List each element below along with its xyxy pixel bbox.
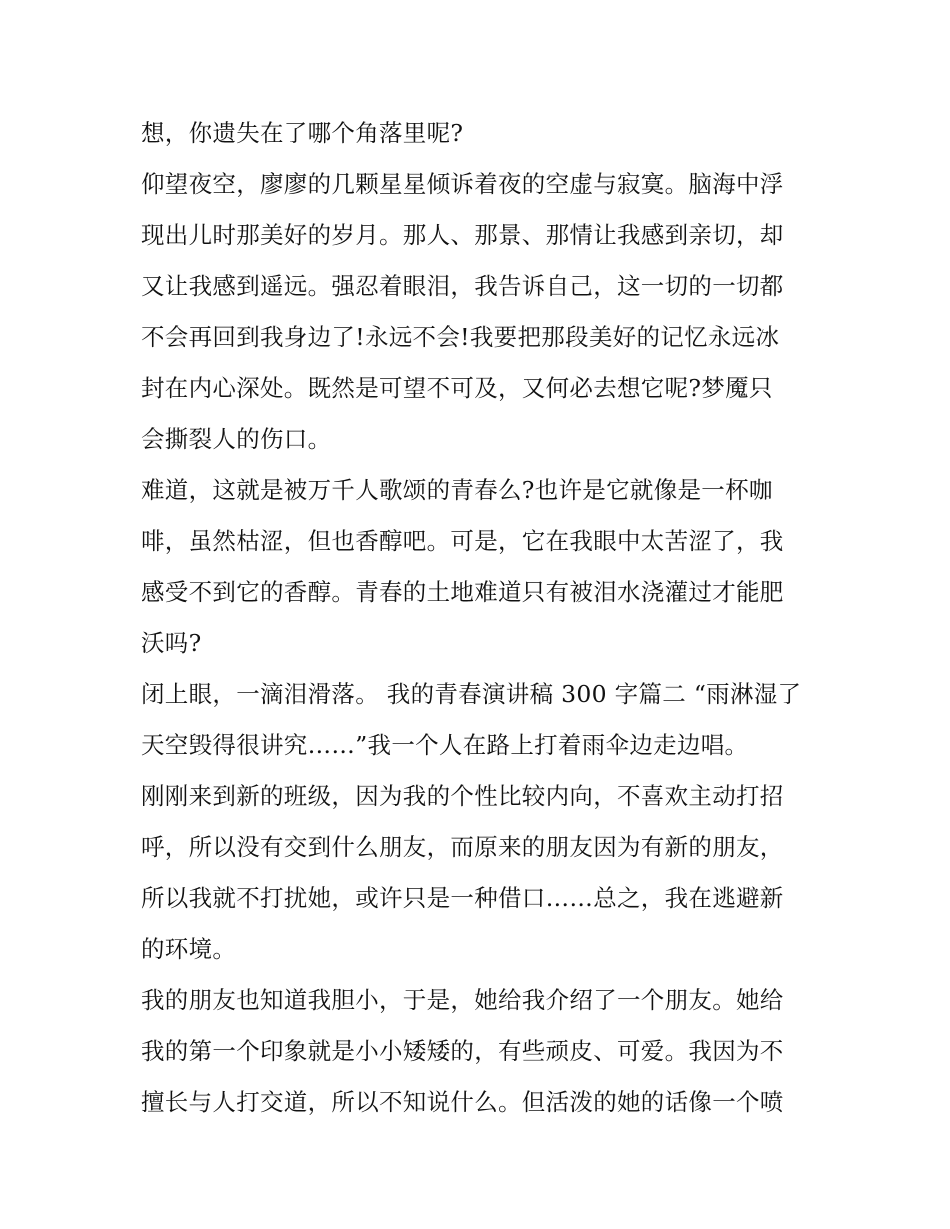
text-line: 难道，这就是被万千人歌颂的青春么?也许是它就像是一杯咖 <box>141 476 773 504</box>
text-line: 封在内心深处。既然是可望不可及，又何必去想它呢?梦魇只 <box>141 374 773 402</box>
text-line: 所以我就不打扰她，或许只是一种借口……总之，我在逃避新 <box>141 884 784 912</box>
text-line: 想，你遗失在了哪个角落里呢? <box>141 119 464 147</box>
text-line: 不会再回到我身边了!永远不会!我要把那段美好的记忆永远冰 <box>141 323 780 351</box>
text-line: 会撕裂人的伤口。 <box>141 425 332 453</box>
text-line: 感受不到它的香醇。青春的土地难道只有被泪水浇灌过才能肥 <box>141 578 784 606</box>
text-line: 刚刚来到新的班级，因为我的个性比较内向，不喜欢主动打招 <box>141 782 784 810</box>
text-line: 呼，所以没有交到什么朋友，而原来的朋友因为有新的朋友， <box>141 833 784 861</box>
text-line: 天空毁得很讲究……”我一个人在路上打着雨伞边走边唱。 <box>141 731 749 759</box>
text-line: 啡，虽然枯涩，但也香醇吧。可是，它在我眼中太苦涩了，我 <box>141 527 784 555</box>
text-line: 我的朋友也知道我胆小，于是，她给我介绍了一个朋友。她给 <box>141 986 784 1014</box>
text-line: 仰望夜空，廖廖的几颗星星倾诉着夜的空虚与寂寞。脑海中浮 <box>141 170 784 198</box>
text-line: 现出儿时那美好的岁月。那人、那景、那情让我感到亲切，却 <box>141 221 784 249</box>
document-body <box>141 108 831 1128</box>
text-line: 的环境。 <box>141 935 237 963</box>
text-line: 我的第一个印象就是小小矮矮的，有些顽皮、可爱。我因为不 <box>141 1037 784 1065</box>
text-line: 又让我感到遥远。强忍着眼泪，我告诉自己，这一切的一切都 <box>141 272 784 300</box>
text-line: 闭上眼，一滴泪滑落。 我的青春演讲稿 300 字篇二 “雨淋湿了 <box>141 680 802 708</box>
text-line: 沃吗? <box>141 629 202 657</box>
text-line: 擅长与人打交道，所以不知说什么。但活泼的她的话像一个喷 <box>141 1088 784 1116</box>
